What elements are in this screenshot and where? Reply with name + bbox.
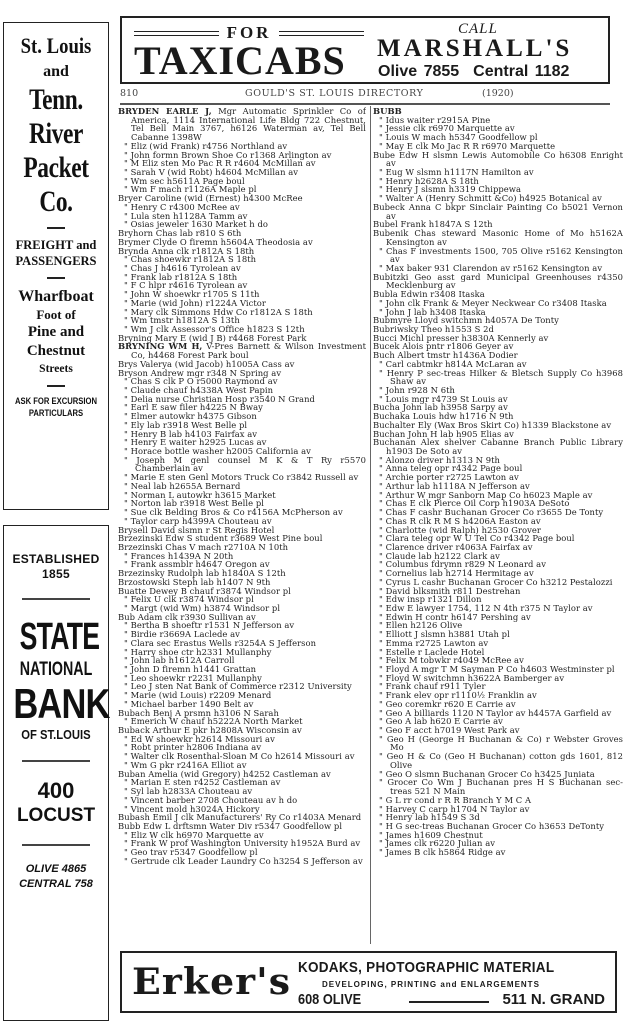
entry-text: Bubmyre Lloyd switchmn h4057A De Tonty xyxy=(373,315,559,326)
entry-text: " Geo A lab h620 E Carrie av xyxy=(379,716,503,727)
entry-text: " Leo J sten Nat Bank of Commerce r2312 University xyxy=(124,681,352,692)
entry-text: Mgr Automatic Sprinkler Co of America, 1114 International Life Bldg 722 Chestnut, Tel Bell Main 3767, h6126 Waterman av, Tel Bell Cabanne 1398W xyxy=(131,107,366,143)
entry-text: Bubel Frank h1847A S 12th xyxy=(373,219,493,230)
entry-text: Brys Valerya (wid Jacob) h1005A Cass av xyxy=(118,358,295,369)
ad-taxi-call: CALL xyxy=(458,21,498,37)
entry-text: " Geo H (George H Buchanan & Co) r Webster Groves Mo xyxy=(379,733,623,753)
running-header xyxy=(120,88,610,102)
entry-text: Buatte Dewey B chauf r3874 Windsor pl xyxy=(118,585,291,596)
entry-text: " Clara sec Erastus Wells r3254A S Jefferson xyxy=(124,637,317,648)
entry-text: Brynda Anna clk r1812A S 18th xyxy=(118,245,255,256)
entry-text: " John J lab h3408 Itaska xyxy=(379,306,486,317)
entry-text: " Geo A billiards 1120 N Taylor av h4457A Garfield av xyxy=(379,707,612,718)
entry-text: " Clara teleg opr W U Tel Co r4342 Page boul xyxy=(379,533,575,544)
entry-text: " Chas J h4616 Tyrolean av xyxy=(124,262,241,273)
entry-text: Buchanan Alex shelver Cabanne Branch Public Library h1903 De Soto av xyxy=(373,437,623,457)
directory-entry xyxy=(118,857,366,866)
entry-text: " Floyd W switchmn h3622A Bamberger av xyxy=(379,672,565,683)
entry-text: Buban Amelia (wid Gregory) h4252 Castleman av xyxy=(118,768,331,779)
entry-text: " Chas shoewkr r1812A S 18th xyxy=(124,254,257,265)
entry-text: " Marie E sten Genl Motors Truck Co r3842 Russell av xyxy=(124,472,359,483)
ad-packet-line: FREIGHT and xyxy=(15,238,97,252)
entry-text: " Harvey C carp h1704 N Taylor av xyxy=(379,803,530,814)
entry-text: " Lula sten h1128A Tamm av xyxy=(124,210,248,221)
entry-text: " Earl E saw filer h4225 N Bway xyxy=(124,402,263,413)
entry-text: " Cornelius lab h2714 Hermitage av xyxy=(379,568,534,579)
entry-text: " Edwin H contr h6147 Pershing av xyxy=(379,611,531,622)
ad-bank-line: 1855 xyxy=(42,567,70,581)
entry-text: " Geo O slsmn Buchanan Grocer Co h3425 Juniata xyxy=(379,768,595,779)
ad-taxi-phone: Olive 7855 xyxy=(378,63,460,80)
divider xyxy=(22,760,90,762)
directory-entry xyxy=(118,107,366,142)
entry-text: " Margt (wid Wm) h3874 Windsor pl xyxy=(124,602,281,613)
entry-text: " Eug W slsmn h1117N Hamilton av xyxy=(379,167,534,178)
entry-text: " John lab h1612A Carroll xyxy=(124,655,235,666)
entry-text: Bucci Michl presser h3830A Kennerly av xyxy=(373,332,549,343)
directory-column-right xyxy=(373,107,623,947)
entry-text: " Chas F cashr Buchanan Grocer Co r3655 De Tonty xyxy=(379,507,604,518)
entry-text: " Geo trav r5347 Goodfellow pl xyxy=(124,847,258,858)
ad-marshalls-taxicabs xyxy=(120,16,610,84)
page-number: 810 xyxy=(120,88,139,99)
entry-text: " Vincent mold h3024A Hickory xyxy=(124,803,260,814)
directory-entry xyxy=(373,778,623,795)
entry-text: " Henry h2628A S 18th xyxy=(379,175,479,186)
entry-text: " Frank assmblr h4647 Oregon av xyxy=(124,559,270,570)
entry-text: " Alonzo driver h1313 N 9th xyxy=(379,454,500,465)
directory-entry xyxy=(373,369,623,386)
ad-bank-line: OLIVE 4865 xyxy=(25,863,87,875)
entry-text: " Emerich W chauf h5222A North Market xyxy=(124,716,303,727)
entry-text: Bubeck Anna C bkpr Sinclair Painting Co b5021 Vernon av xyxy=(373,201,623,221)
entry-text: " Marian E sten r4252 Castleman av xyxy=(124,777,281,788)
directory-entry xyxy=(373,229,623,246)
entry-text: " Claude chauf h4338A West Papin xyxy=(124,385,274,395)
entry-text: " Mary clk Simmons Hdw Co r1812A S 18th xyxy=(124,306,313,317)
ad-taxi-name: MARSHALL'S xyxy=(377,35,573,62)
entry-text: " Eliz (wid Frank) r4756 Northland av xyxy=(124,140,288,151)
directory-column-left xyxy=(118,107,366,947)
entry-text: " Sarah V (wid Robt) h4604 McMillan av xyxy=(124,167,299,178)
entry-text: " Horace bottle washer h2005 California av xyxy=(124,446,311,457)
entry-text: " Wm G pkr r2416A Elliot av xyxy=(124,759,247,770)
entry-text: Buchan John H lab h905 Elias av xyxy=(373,428,514,439)
entry-text: Bryning Mary E (wid J B) r4468 Forest Park xyxy=(118,332,307,343)
ad-erker-address: 608 OLIVE xyxy=(298,991,362,1008)
ad-erker-logo: Erker's xyxy=(132,961,292,1003)
ad-packet-line: Wharfboat xyxy=(18,288,94,305)
entry-text: " Felix M tobwkr r4049 McRee av xyxy=(379,655,524,666)
ad-packet-line: Packet xyxy=(23,151,89,184)
entry-text: " Elmer autowkr h4375 Gibson xyxy=(124,411,257,422)
entry-text: " Syl lab h2833A Chouteau av xyxy=(124,786,253,797)
entry-text: Buchalter Ely (Wax Bros Skirt Co) h1339 Blackstone av xyxy=(373,419,612,430)
entry-text: " Estelle r Laclede Hotel xyxy=(379,646,485,657)
entry-text: " Ely lab r3918 West Belle pl xyxy=(124,419,248,430)
entry-text: " David blksmith r811 Destrehan xyxy=(379,585,521,596)
entry-text: Bube Edw H slsmn Lewis Automobile Co h6308 Enright av xyxy=(373,149,623,169)
entry-text: " Felix U clk r3874 Windsor pl xyxy=(124,594,254,605)
ad-erker-headline: KODAKS, PHOTOGRAPHIC MATERIAL xyxy=(298,959,555,976)
entry-text: " Wm J clk Assessor's Office h1823 S 12th xyxy=(124,323,305,334)
entry-text: " Neal lab h2655A Bernard xyxy=(124,480,241,491)
page-title: GOULD'S ST. LOUIS DIRECTORY xyxy=(245,88,424,99)
entry-text: " Bertha B shoeftr r1531 N Jefferson av xyxy=(124,620,295,631)
entry-text: " Clarence driver r4063A Fairfax av xyxy=(379,541,533,552)
ad-taxi-for: FOR xyxy=(226,23,272,42)
entry-text: " Henry J slsmn h3319 Chippewa xyxy=(379,184,522,195)
entry-text: Brzezinski Edw S student r3689 West Pine boul xyxy=(118,533,323,544)
entry-text: " Charlotte (wid Ralph) h2530 Grover xyxy=(379,524,541,535)
entry-text: " Elliott J slsmn h3881 Utah pl xyxy=(379,629,510,640)
ad-packet-line: ASK FOR EXCURSION xyxy=(14,396,98,406)
directory-entry xyxy=(118,342,366,359)
ad-bank-line: STATE xyxy=(19,616,100,658)
entry-text: " James B clk h5864 Ridge av xyxy=(379,847,506,858)
entry-text: " Chas R clk R M S h4206A Easton av xyxy=(379,515,541,526)
directory-entry xyxy=(373,203,623,220)
ad-bank-line: LOCUST xyxy=(16,805,96,826)
ad-packet-line: and xyxy=(43,63,69,80)
entry-text: " John formn Brown Shoe Co r1368 Arlington av xyxy=(124,149,332,160)
ad-packet-line: PARTICULARS xyxy=(28,408,84,418)
entry-text: " Birdie r3669A Laclede av xyxy=(124,629,240,640)
ad-packet-line: PASSENGERS xyxy=(15,254,97,268)
entry-text: " Idus waiter r2915A Pine xyxy=(379,114,491,125)
entry-text: Buch Albert tmstr h1436A Dodier xyxy=(373,350,518,361)
entry-text: " M Eliz sten Mo Pac R R r4604 McMillan av xyxy=(124,158,316,169)
entry-text: Bubb Edw L drftsmn Water Div r5347 Goodfellow pl xyxy=(118,820,343,831)
entry-text: " Frances h1439A N 20th xyxy=(124,550,234,561)
entry-text: Bubriwsky Theo h1553 S 2d xyxy=(373,323,494,334)
ad-bank-line: 400 xyxy=(37,778,75,803)
directory-entry xyxy=(373,438,623,455)
ad-bank-line: BANK xyxy=(13,680,110,727)
entry-text: " Norton lab r3918 West Belle pl xyxy=(124,498,264,509)
divider xyxy=(47,277,65,279)
entry-text: Bryhorn Chas lab r810 S 6th xyxy=(118,228,242,239)
entry-text: " Carl cabtmkr h814A McLaran av xyxy=(379,358,527,369)
entry-text: " H G sec-treas Buchanan Grocer Co h3653 DeTonty xyxy=(379,820,605,831)
divider xyxy=(134,31,219,36)
ad-state-national-bank xyxy=(3,525,109,1021)
ad-taxi-phones xyxy=(378,62,569,82)
entry-text: " Edw E lawyer 1754, 112 N 4th r375 N Taylor av xyxy=(379,602,593,613)
directory-year: (1920) xyxy=(482,88,514,99)
entry-text: " Columbus fdrymn r829 N Leonard av xyxy=(379,559,546,570)
entry-text: " Osias jeweler 1630 Market h do xyxy=(124,219,268,230)
entry-text: " Geo H & Co (Geo H Buchanan) cotton gds 1601, 812 Olive xyxy=(379,751,623,770)
entry-text: Bryer Caroline (wid (Ernest) h4300 McRee xyxy=(118,193,303,204)
entry-text: " G L rr cond r R R Branch Y M C A xyxy=(379,794,532,805)
entry-text: " Gertrude clk Leader Laundry Co h3254 S Jefferson av xyxy=(124,855,363,866)
entry-text: " Norman L autowkr h3615 Market xyxy=(124,489,276,500)
entry-text: Buback Arthur E pkr h2808A Wisconsin av xyxy=(118,725,302,736)
entry-text: Bucha John lab h3958 Sarpy av xyxy=(373,402,508,413)
entry-text: " Marie (wid John) r1224A Victor xyxy=(124,297,266,308)
entry-text: " May E clk Mo Jac R R r6970 Marquette xyxy=(379,140,556,151)
directory-entry xyxy=(373,151,623,168)
divider xyxy=(22,844,90,846)
entry-text: " Henry E waiter h2925 Lucas av xyxy=(124,437,267,448)
entry-text: " Floyd A mgr T M Sayman P Co h4603 Westminster pl xyxy=(379,664,615,674)
directory-entry xyxy=(373,848,623,857)
ad-taxi-headline: TAXICABS xyxy=(134,38,346,83)
entry-name-bold: BRYDEN EARLE J, xyxy=(118,107,212,116)
entry-text: Bubach Benj A prsmn h3106 N Sarah xyxy=(118,707,279,718)
entry-text: " Michael barber 1490 Belt av xyxy=(124,698,254,709)
directory-entry xyxy=(118,456,366,473)
entry-text: " Frank chauf r911 Tyler xyxy=(379,681,486,692)
ad-river-packet-company xyxy=(3,22,109,510)
entry-text: Bubla Edwin r3408 Itaska xyxy=(373,289,485,300)
divider xyxy=(409,1001,489,1003)
entry-text: Buchaka Louis hdw h1716 N 9th xyxy=(373,411,514,422)
divider xyxy=(47,227,65,229)
entry-text: " Wm tmstr h1812A S 13th xyxy=(124,315,240,326)
divider xyxy=(47,385,65,387)
entry-text: " Frank elev opr r1110½ Franklin av xyxy=(379,690,537,701)
entry-text: " Joseph M genl counsel M K & T Ry r5570 Chamberlain av xyxy=(124,454,366,474)
entry-text: " Marie (wid Louis) r2209 Menard xyxy=(124,690,272,701)
ad-packet-line: Streets xyxy=(39,363,73,375)
entry-text: Bucek Alois pntr r1806 Geyer av xyxy=(373,341,514,352)
entry-text: " Jessie clk r6970 Marquette av xyxy=(379,123,515,134)
entry-text: " Robt printer h2806 Indiana av xyxy=(124,742,262,753)
entry-text: " Walter clk Rosenthal-Sloan M Co h2614 Missouri av xyxy=(124,751,355,762)
entry-text: Brysell David slsmn r St Regis Hotel xyxy=(118,524,275,535)
ad-packet-line: Foot of xyxy=(36,307,76,322)
entry-text: " James h1609 Chestnut xyxy=(379,829,483,840)
entry-text: " Chas E clk Pierce Oil Corp h1903A DeSoto xyxy=(379,498,570,509)
ad-bank-line: NATIONAL xyxy=(19,659,93,680)
entry-text: " Ellen h2126 Olive xyxy=(379,620,463,631)
entry-text: " Frank W prof Washington University h1952A Burd av xyxy=(124,838,361,849)
entry-text: Bubenik Chas steward Masonic Home of Mo h5162A Kensington av xyxy=(373,228,623,247)
entry-text: " Edw insp r1321 Dillon xyxy=(379,594,482,605)
ad-taxi-phone: Central 1182 xyxy=(473,63,570,80)
entry-text: " Henry B lab h4103 Fairfax av xyxy=(124,428,258,439)
directory-entry xyxy=(373,273,623,290)
entry-text: Bryson Andrew mgr r348 N Spring av xyxy=(118,367,282,378)
directory-entry xyxy=(373,735,623,752)
ad-bank-line: CENTRAL 758 xyxy=(19,878,93,890)
entry-text: " John D firemn h1441 Grattan xyxy=(124,664,257,674)
entry-text: " John r928 N 6th xyxy=(379,385,455,395)
entry-text: Brzostowski Steph lab h1407 N 9th xyxy=(118,576,271,587)
entry-text: " Arthur lab h1118A N Jefferson av xyxy=(379,480,530,491)
entry-text: Bubash Emil J clk Manufacturers' Ry Co r1403A Menard xyxy=(118,812,362,823)
entry-text: " Wm F mach r1126A Maple pl xyxy=(124,184,257,195)
ad-erkers-kodaks xyxy=(120,951,617,1013)
entry-text: " Archie porter r2725 Lawton av xyxy=(379,472,519,483)
entry-text: " Vincent barber 2708 Chouteau av h do xyxy=(124,794,298,805)
entry-text: " Chas F investments 1500, 705 Olive r5162 Kensington av xyxy=(379,245,623,265)
entry-text: " Sue clk Belding Bros & Co r4156A McPherson av xyxy=(124,507,343,518)
entry-text: " Wm sec h5611A Page boul xyxy=(124,175,245,186)
entry-text: " Henry C r4300 McRee av xyxy=(124,201,240,212)
directory-entry xyxy=(373,752,623,769)
entry-text: " Geo F acct h7019 West Park av xyxy=(379,725,520,736)
entry-text: " Anna teleg opr r4342 Page boul xyxy=(379,463,523,474)
ad-erker-services: DEVELOPING, PRINTING and ENLARGEMENTS xyxy=(322,980,540,989)
entry-text: " Henry lab h1549 S 3d xyxy=(379,812,480,823)
entry-text: " John clk Frank & Meyer Neckwear Co r3408 Itaska xyxy=(379,297,607,308)
ad-bank-line: OF ST.LOUIS xyxy=(21,728,91,742)
entry-text: " Arthur W mgr Sanborn Map Co h6023 Maple av xyxy=(379,489,593,500)
entry-text: " Walter A (Henry Schmitt &Co) h4925 Botanical av xyxy=(379,193,602,204)
ad-packet-line: Tenn. xyxy=(29,83,83,116)
ad-bank-line: ESTABLISHED xyxy=(12,552,100,566)
entry-text: Brzezinski Chas V mach r2710A N 10th xyxy=(118,541,289,552)
header-rule xyxy=(120,103,610,105)
entry-text: " Chas S clk P O r5000 Raymond av xyxy=(124,376,278,387)
entry-text: " Max baker 931 Clarendon av r5162 Kensington av xyxy=(379,262,603,273)
divider xyxy=(22,598,90,600)
ad-packet-line: River xyxy=(29,117,83,150)
entry-text: " Leo shoewkr r2231 Mullanphy xyxy=(124,672,262,683)
entry-text: " Delia nurse Christian Hosp r3540 N Grand xyxy=(124,393,315,404)
entry-text: " Claude lab h2122 Clark av xyxy=(379,550,500,561)
directory-entry xyxy=(373,247,623,264)
entry-text: " Grocer Co Wm J Buchanan pres H S Buchanan sec-treas 521 N Main xyxy=(379,777,623,797)
entry-text: Bubitzki Geo asst gard Municipal Greenhouses r4350 Mecklenburg av xyxy=(373,271,623,291)
ad-packet-line: St. Louis xyxy=(20,33,92,58)
entry-text: " Taylor carp h4399A Chouteau av xyxy=(124,515,272,526)
entry-text: Brzezinsky Rudolph lab h1840A S 12th xyxy=(118,568,286,579)
entry-text: " Ed W shoewkr h2614 Missouri av xyxy=(124,733,275,744)
column-rule xyxy=(370,106,371,944)
entry-text: " Geo coremkr r620 E Carrie av xyxy=(379,698,516,709)
entry-text: " Louis W mach h5347 Goodfellow pl xyxy=(379,132,538,143)
entry-text: " Frank lab r1812A S 18th xyxy=(124,271,238,282)
entry-text: Brymer Clyde O firemn h5604A Theodosia av xyxy=(118,236,313,247)
entry-text: " Emma r2725 Lawton av xyxy=(379,637,489,648)
entry-text: " Harry shoe ctr h2331 Mullanphy xyxy=(124,646,272,657)
entry-text: V-Pres Barnett & Wilson Investment Co, h4468 Forest Park boul xyxy=(131,341,366,361)
entry-text: " F C hlpr r4616 Tyrolean av xyxy=(124,280,248,291)
ad-packet-line: Pine and xyxy=(27,324,85,340)
entry-text: " Cyrus L cashr Buchanan Grocer Co h3212 Pestalozzi xyxy=(379,576,613,587)
entry-text: " Louis mgr r4739 St Louis av xyxy=(379,393,508,404)
entry-text: " Henry P sec-treas Hilker & Bletsch Supply Co h3968 Shaw av xyxy=(379,367,623,387)
entry-text: Bub Adam clk r3930 Sullivan av xyxy=(118,611,256,622)
ad-packet-line: Chestnut xyxy=(26,343,86,359)
entry-name-bold: BUBB xyxy=(373,107,402,116)
divider xyxy=(279,31,364,36)
entry-text: " John W shoewkr r1705 S 11th xyxy=(124,289,260,300)
entry-text: " James clk r6220 Julian av xyxy=(379,838,496,849)
entry-name-bold: BRYNING WM H, xyxy=(118,341,203,352)
ad-erker-address: 511 N. GRAND xyxy=(502,991,605,1008)
ad-packet-line: Co. xyxy=(39,185,73,218)
entry-text: " Eliz W clk h6970 Marquette av xyxy=(124,829,264,840)
